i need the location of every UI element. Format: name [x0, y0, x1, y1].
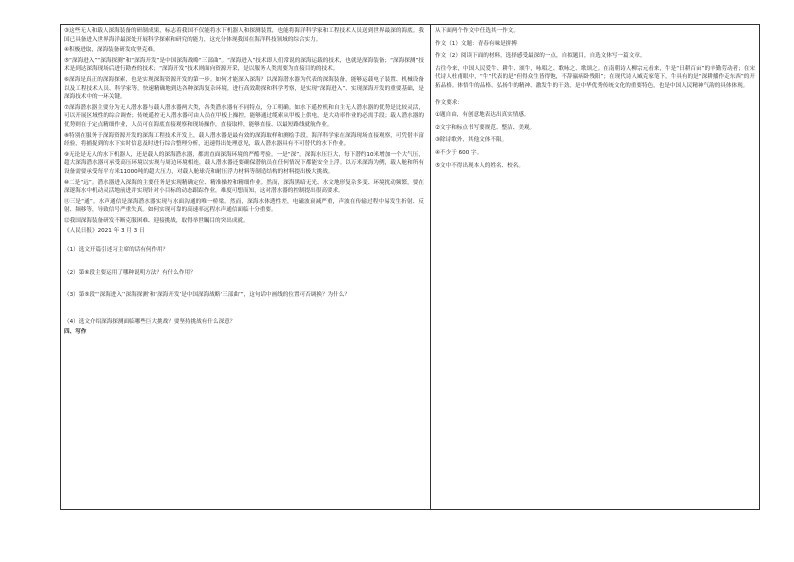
- article-source: 《人民日报》2021 年 3 月 3 日: [64, 228, 145, 235]
- writing-material: 古往今来，中国人民爱牛、耕牛、颂牛，咏唱之、歌咏之、歌颂之。在南朝诗人柳宗元看来，牛是“日耕百亩”的辛勤劳动者；在宋代诗人杜甫眼中，“牛”代表的是“但得众生皆得饱，不辞羸病卧残阳”；在现代诗人臧克家笔下，牛具有的是“深耕播作走东西”的开拓品格。体悟牛的品格、弘扬牛的精神、激发牛的干劲，是中华优秀传统文化的重要特色，也是中国人民精神气韵的具体体现。: [435, 65, 755, 89]
- question-2: （2）第⑥段主要运用了哪种说明方法？有什么作用？: [64, 269, 196, 276]
- section-title-writing: 四、写作: [64, 329, 87, 336]
- paragraph-12: ⑫我国深海装备研发不断克服困难、迎接挑战，取得举世瞩目的突出成就。: [64, 217, 249, 224]
- paragraph-8: ⑧特别在服务于深海资源开发的深海工程技术开发上，载人潜水器是最有效的深海取样和测绘手段。海洋科学家在深海现场直接观察，可凭借丰富经验，将捕捉到的水下实时信息及时进行综合整理分析，迅速得出处理意见，载人潜水器具有不可替代的水下作业。: [64, 132, 424, 148]
- column-divider: [430, 24, 431, 510]
- paragraph-11: ⑪三是“通”。水声通信是深海潜水器实现与水面沟通的唯一桥梁。然而，深海水体透性差，电磁波衰减严重，声波在传输过程中易发生折射、反射、频移等，导致信号严重失真。如何实现可靠的高速率远程水声通信面临十分重要。: [64, 198, 424, 214]
- writing-topic-1: 作文（1）文题：青春有味是拼搏: [435, 40, 517, 47]
- requirement-2: ②文字和标点书写要规范、整洁、美观。: [435, 124, 536, 131]
- paragraph-6: ⑥深海是真正的深海探索，也是实现深海资源开发的第一步。如何才能深入深海？以深海潜水器为代表的深海装备，能够运载电子装置、机械设备以及工程技术人员、科学家等，快速精确地到达各种深海复杂环境，进行高效勘探和科学考察，是实现“深海进入”、实现深海开发的重要基础，是深海技术中的一环关键。: [64, 76, 424, 101]
- requirement-4: ④不少于 600 字。: [435, 149, 483, 156]
- paragraph-5: ⑤“深海进入”“深海探测”和“深海开发”是中国深海战略“三部曲”。“深海进入”技术即人们常说的深海运载的技术，也就是深海装备；“深海探测”技术是到达深海现场后进行勘查的技术；“深海开发”技术则面向资源开采，是以服务人类需要为直接目的的技术。: [64, 57, 424, 73]
- question-3: （3）第⑤段“‘深海进入’‘深海探测’和‘深海开发’是中国深海战略‘三部曲’”，这句话中画线的位置可否调换？为什么？: [64, 292, 350, 299]
- requirements-title: 作文要求：: [435, 99, 463, 106]
- paragraph-10: ⑩二是“远”。潜水器进入深海的主要任务是实现精确定位、精准操控和精细作业。然而，深海黑暗无光、水文地形复杂多变、环境扰动频繁，要在深邃海水中机动灵活地前进并实现针对小目标的动态跟踪作业，难度可想而知，这对潜水器的控制提出很高要求。: [64, 179, 424, 195]
- paragraph-9: ⑨无论是无人的水下机器人，还是载人的深海潜水器，都需直面深海环境的严酷考验。一是“深”，深海水压巨大，每下潜约10米增加一个大气压，超大深海潜水器可承受高压环境以实现与周边环境相连，载人潜水器还要确保潜航员在任何情况下都能安全上浮。以万米深海为例，载人舱和所有设备需要承受每平方米11000吨的超大压力，对载人舱球壳和耐压浮力材料等制造结构的材料提出极大挑战。: [64, 151, 424, 175]
- writing-intro: 从下面两个作文中任选其一作文。: [435, 28, 519, 34]
- requirement-3: ③除诗歌外，其他文体不限。: [435, 137, 508, 144]
- question-1: （1）选文开篇引述习主席的话有何作用？: [64, 247, 169, 254]
- paragraph-3: ③这些无人和载人深海装备的研制成果，标志着我国不仅能将水下机器人和探测装置，也能将海洋科学家和工程技术人员送到世界最深的海底。我国已具备进入世界海洋最深处开展科学探索和研究的能力，这充分体现我国在海洋科技领域的综合实力。: [64, 28, 424, 43]
- paragraph-4: ④积极进取，深海装备研发攻坚克难。: [64, 47, 159, 54]
- paragraph-7: ⑦深海潜水器主要分为无人潜水器与载人潜水器两大类，各类潜水器有不同特点，分工明确。如水下遥控机和自主无人潜水器的优势是比较灵活，可以开展区域性的综合调查；传统遥控无人潜水器可由人员在甲板上操控，能够通过缆索从甲板上供电，是大功率作业的必需手段；载人潜水器的优势则在于定点精细作业，人员可在海底直接观察和现场操作，直接取样，能够直接、以最短路线就航作业。: [64, 104, 424, 128]
- left-column: [64, 27, 424, 507]
- writing-topic-2: 作文（2）阅读下面的材料，选择感受最深的一点，自拟题目，自选文体写一篇文章。: [435, 53, 646, 60]
- requirement-1: ①题自由，有创意地表达出真实情感。: [435, 112, 530, 119]
- right-column: [435, 27, 755, 507]
- question-4: （4）选文介绍深海探测面临哪些巨大挑战？要坚持挑战有什么深意？: [64, 318, 236, 325]
- requirement-5: ⑤文中不得出现本人的姓名、校名。: [435, 162, 524, 169]
